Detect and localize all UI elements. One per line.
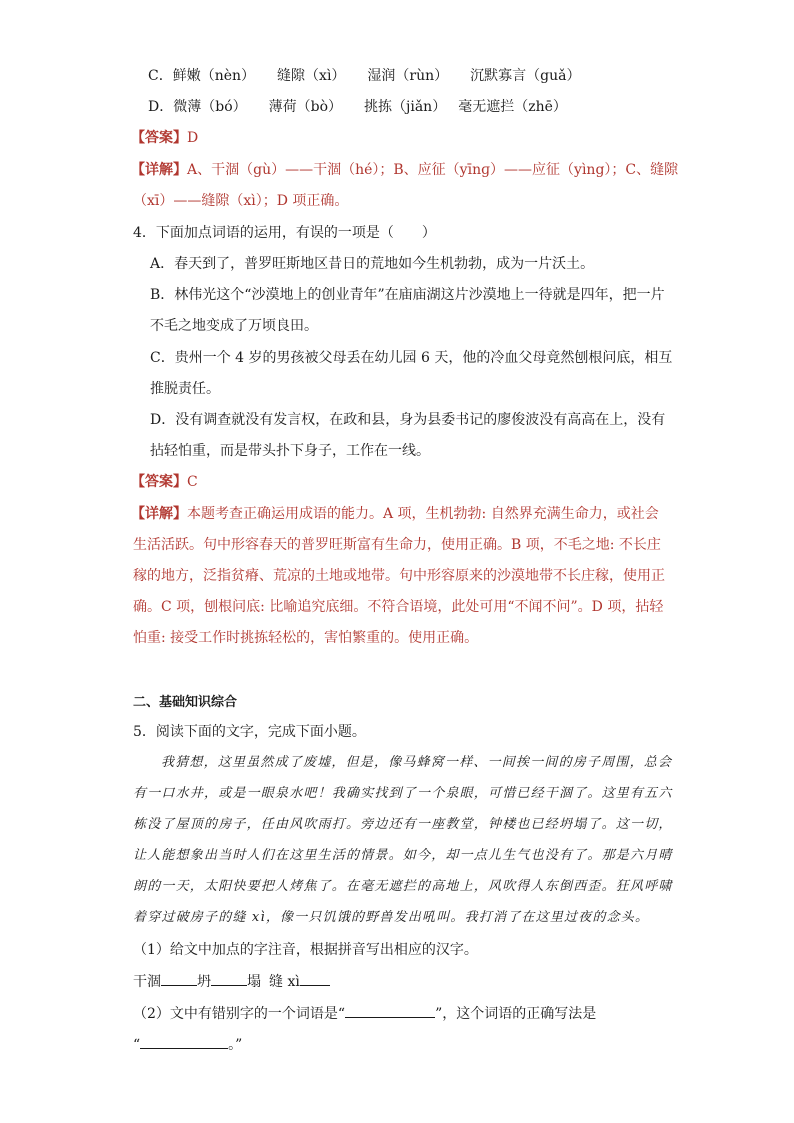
section-heading: 二、基础知识综合 <box>133 695 238 710</box>
answer-value: C <box>187 474 198 490</box>
fill-blank[interactable] <box>161 971 197 986</box>
q4-detail-line: 生活活跃。句中形容春天的普罗旺斯富有生命力，使用正确。B 项，不毛之地: 不长庄 <box>133 537 661 553</box>
passage-line: 朗的一天，太阳快要把人烤焦了。在毫无遮拦的高地上，风吹得人东倒西歪。狂风呼啸 <box>133 879 673 894</box>
fill-blank[interactable] <box>300 971 330 986</box>
passage-line: 让人能想象出当时人们在这里生活的情景。如今，却一点儿生气也没有了。那是六月晴 <box>133 848 673 863</box>
q4-option-d-line: D．没有调查就没有发言权，在政和县，身为县委书记的廖俊波没有高高在上，没有 <box>150 412 666 428</box>
q4-detail-line: 确。C 项，刨根问底: 比喻追究底细。不符合语境，此处可用“不闻不问”。D 项，拈轻 <box>133 599 664 615</box>
q3-option-c-label: C． <box>148 68 173 84</box>
q4-option-c-line: 推脱责任。 <box>150 381 220 397</box>
fill-word: 塌 <box>247 974 261 990</box>
q4-stem: 4．下面加点词语的运用，有误的一项是（ ） <box>133 225 436 241</box>
q3-option-c-term: 沉默寡言（guǎ） <box>470 68 581 84</box>
q5-sub2: （2）文中有错别字的一个词语是“ ”，这个词语的正确写法是 <box>133 1003 596 1024</box>
q4-detail-line: 稼的地方，泛指贫瘠、荒凉的土地或地带。句中形容原来的沙漠地带不长庄稼，使用正 <box>133 568 665 584</box>
passage-line: 栋没了屋顶的房子，任由风吹雨打。旁边还有一座教堂，钟楼也已经坍塌了。这一切， <box>133 817 673 832</box>
q5-sub1: （1）给文中加点的字注音，根据拼音写出相应的汉字。 <box>133 942 478 958</box>
fill-blank[interactable] <box>211 971 247 986</box>
detail-tag: 【详解】 <box>131 506 187 522</box>
q5-sub2-answer: “ 。” <box>133 1034 242 1055</box>
fill-word: 坍 <box>197 974 211 990</box>
q4-option-c-line: C．贵州一个 4 岁的男孩被父母丢在幼儿园 6 天，他的冷血父母竟然刨根问底，相互 <box>150 350 673 366</box>
q4-detail-line: 【详解】本题考查正确运用成语的能力。A 项，生机勃勃: 自然界充满生命力，或社会 <box>131 506 659 522</box>
q4-option-a: A．春天到了，普罗旺斯地区昔日的荒地如今生机勃勃，成为一片沃土。 <box>150 256 595 272</box>
q4-option-b-line: 不毛之地变成了万顷良田。 <box>150 318 318 334</box>
q3-option-d-term: 挑拣（jiǎn） <box>364 99 447 115</box>
q5-fill-row <box>133 971 330 992</box>
q5-stem: 5．阅读下面的文字，完成下面小题。 <box>133 724 366 740</box>
q3-option-d <box>148 97 567 117</box>
passage-line: 着穿过破房子的缝 xì，像一只饥饿的野兽发出吼叫。我打消了在这里过夜的念头。 <box>133 910 650 925</box>
q4-option-b-line: B．林伟光这个“沙漠地上的创业青年”在庙庙湖这片沙漠地上一待就是四年，把一片 <box>150 287 665 303</box>
q4-answer <box>131 472 198 492</box>
fill-blank[interactable] <box>345 1003 435 1018</box>
q3-option-d-term: 微薄（bó） <box>173 99 247 115</box>
q3-option-c-term: 鲜嫩（nèn） <box>172 68 256 84</box>
q3-option-c <box>148 66 580 86</box>
fill-word: 干涸 <box>133 974 161 990</box>
answer-tag: 【答案】 <box>131 130 187 146</box>
q3-option-d-term: 薄荷（bò） <box>268 99 343 115</box>
passage-line: 有一口水井，或是一眼泉水吧！我确实找到了一个泉眼，可惜已经干涸了。这里有五六 <box>133 786 673 801</box>
q3-option-c-term: 湿润（rùn） <box>367 68 449 84</box>
q4-option-d-line: 拈轻怕重，而是带头扑下身子，工作在一线。 <box>150 443 430 459</box>
q3-answer <box>131 128 198 148</box>
q3-detail-line: 【详解】A、干涸（gù）——干涸（hé）；B、应征（yīnɡ）——应征（yìng）；C、缝隙 <box>131 162 679 178</box>
fill-word: 缝 xì <box>269 974 300 990</box>
q3-option-d-label: D． <box>148 99 174 115</box>
q3-option-d-term: 毫无遮拦（zhē） <box>458 99 567 115</box>
fill-blank[interactable] <box>140 1034 228 1049</box>
q4-detail-line: 怕重: 接受工作时挑拣轻松的，害怕繁重的。使用正确。 <box>133 630 479 646</box>
detail-tag: 【详解】 <box>131 162 187 178</box>
answer-tag: 【答案】 <box>131 474 187 490</box>
passage-line: 我猜想，这里虽然成了废墟，但是，像马蜂窝一样、一间挨一间的房子周围，总会 <box>161 755 673 770</box>
answer-value: D <box>187 130 199 146</box>
q3-option-c-term: 缝隙（xì） <box>277 68 346 84</box>
q3-detail-line: （xī）——缝隙（xì）；D 项正确。 <box>133 193 349 209</box>
